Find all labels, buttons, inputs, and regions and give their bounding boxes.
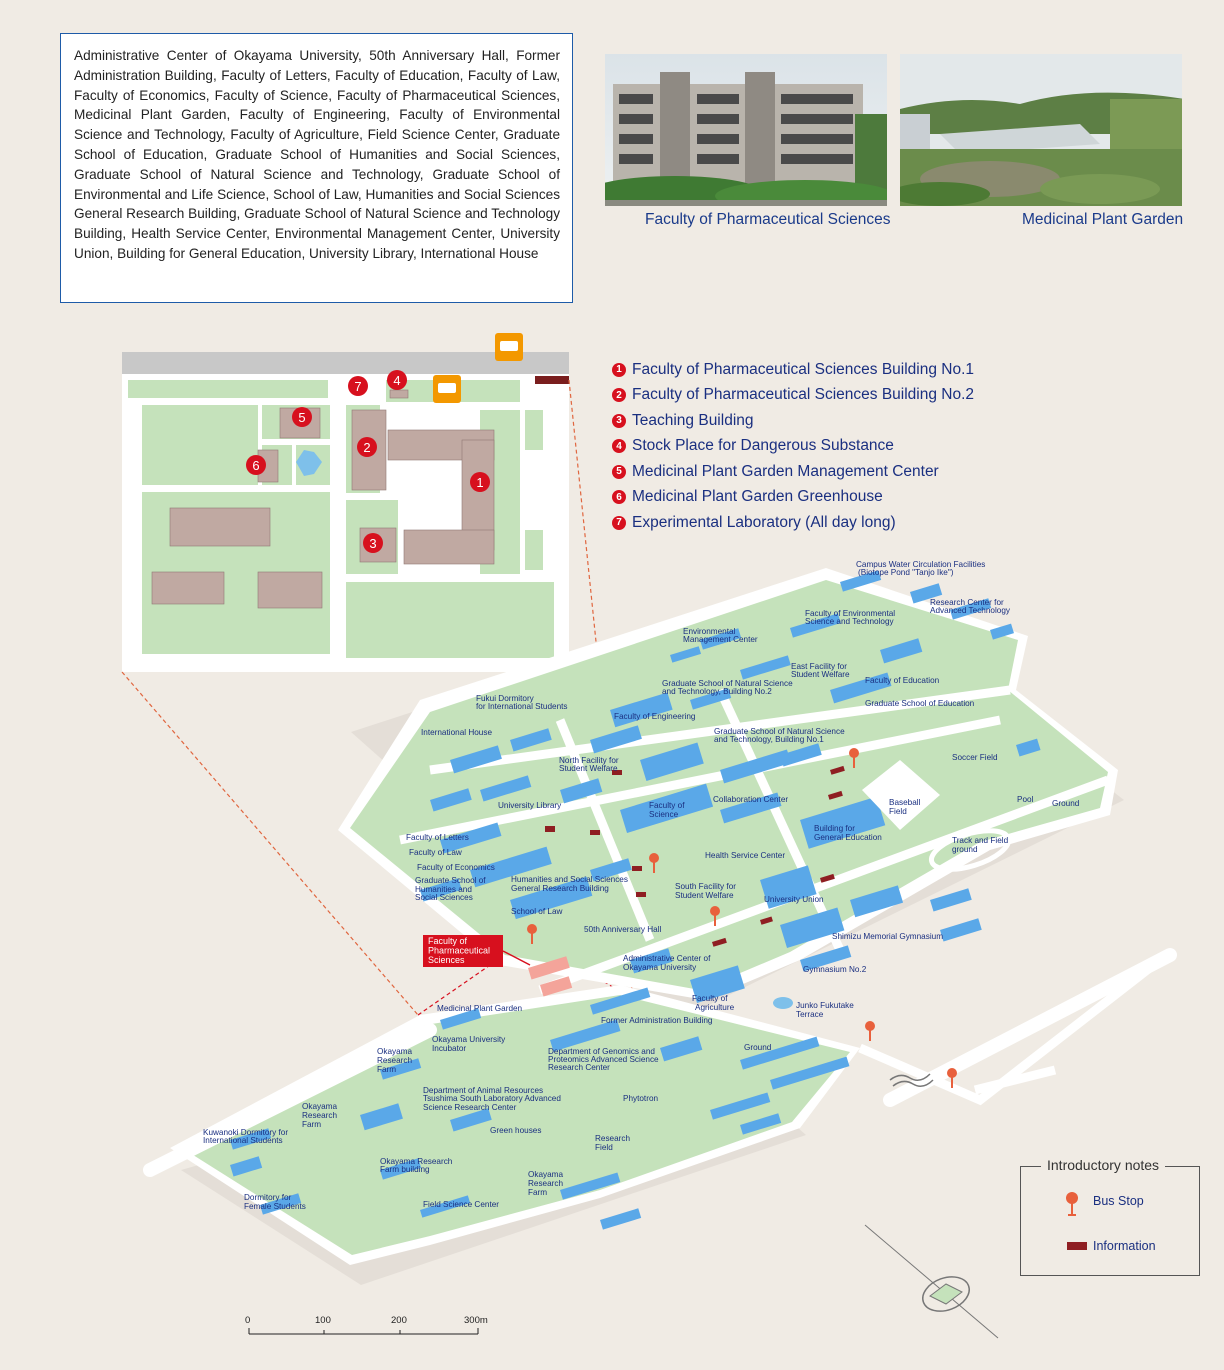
map-label: Faculty of Law [409, 848, 462, 857]
number-badge: 3 [612, 414, 626, 428]
number-badge: 5 [612, 465, 626, 479]
map-label: General Research Building [511, 884, 609, 893]
legend-label: Medicinal Plant Garden Greenhouse [632, 488, 883, 506]
number-badge: 6 [612, 490, 626, 504]
legend-label: Medicinal Plant Garden Management Center [632, 462, 939, 480]
svg-text:3: 3 [369, 536, 377, 551]
map-label: Management Center [683, 635, 758, 644]
map-label: Okayama [302, 1102, 338, 1111]
map-label: Science Research Center [423, 1103, 517, 1112]
map-label: Ground [744, 1043, 772, 1052]
map-label: Student Welfare [559, 764, 618, 773]
map-label: Kuwanoki Dormitory for [203, 1128, 289, 1137]
photo-caption-pharmaceutical: Faculty of Pharmaceutical Sciences [645, 211, 891, 228]
map-label: Okayama [377, 1047, 413, 1056]
callout-line-1: Faculty of Pharmaceutical Sciences [428, 936, 491, 965]
map-label: Humanities and [415, 885, 472, 894]
map-label: Farm [377, 1065, 397, 1074]
scale-tick: 200 [391, 1315, 407, 1326]
map-label: North Facility for [559, 756, 619, 765]
information-marker-icon [1067, 1242, 1087, 1250]
intro-notes-title: Introductory notes [1041, 1157, 1165, 1173]
scale-tick: 100 [315, 1315, 331, 1326]
map-label: Agriculture [695, 1003, 735, 1012]
map-label: and Technology, Building No.2 [662, 687, 772, 696]
map-label: Dormitory for [244, 1193, 292, 1202]
map-label: General Education [814, 833, 882, 842]
number-badge: 4 [612, 439, 626, 453]
map-label: Graduate School of Natural Science [714, 727, 845, 736]
map-label: University Library [498, 801, 562, 810]
map-label: Incubator [432, 1044, 467, 1053]
map-label: Faculty of Education [865, 676, 940, 685]
svg-text:7: 7 [354, 379, 362, 394]
map-label: Student Welfare [791, 670, 850, 679]
map-label: Junko Fukutake [796, 1001, 854, 1010]
map-label: Department of Animal Resources [423, 1086, 544, 1095]
campus-description: Administrative Center of Okayama University, 50th Anniversary Hall, Former Administration Building, Faculty of Letters, Faculty of Education, Faculty of Law, Faculty of Economics, Faculty of Science, Faculty of Pharmaceutical Sciences, Medicinal Plant Garden, Faculty of Engineering, Faculty of Environmental Science and Technology, Faculty of Agriculture, Field Science Center, Graduate School of Education, Graduate School of Humanities and Social Sciences, Graduate School of Natural Science and Technology, Graduate School of Environmental and Life Science, School of Law, Humanities and Social Sciences General Research Building, Graduate School of Natural Science and Technology Building, Health Service Center, Environmental Management Center, University Union, Building for General Education, University Library, International House [60, 33, 573, 303]
number-badge: 1 [612, 363, 626, 377]
map-label: Administrative Center of [623, 954, 711, 963]
map-label: South Facility for [675, 882, 736, 891]
map-label: School of Law [511, 907, 563, 916]
map-label: Faculty of [692, 994, 728, 1003]
map-label: Proteomics Advanced Science [548, 1055, 659, 1064]
map-label: for International Students [476, 702, 568, 711]
introductory-notes [1020, 1157, 1200, 1276]
map-label: Former Administration Building [601, 1016, 713, 1025]
map-label: Collaboration Center [713, 795, 789, 804]
map-label: International House [421, 728, 493, 737]
map-label: Faculty of Environmental [805, 609, 896, 618]
bus-stop-pin-icon [1065, 1191, 1079, 1217]
map-label: International Students [203, 1136, 283, 1145]
map-label: Science and Technology [805, 617, 894, 626]
map-label: Baseball [889, 798, 921, 807]
map-label: Phytotron [623, 1094, 659, 1103]
map-label: Pool [1017, 795, 1034, 804]
map-label: and Technology, Building No.1 [714, 735, 824, 744]
legend-label: Teaching Building [632, 411, 754, 429]
map-label: Medicinal Plant Garden [437, 1004, 523, 1013]
legend-label: Faculty of Pharmaceutical Sciences Building No.2 [632, 386, 975, 404]
map-label: Farm [528, 1188, 548, 1197]
number-badge: 2 [612, 388, 626, 402]
scale-tick: 300m [464, 1315, 488, 1326]
map-label: Research [377, 1056, 413, 1065]
map-label: Research Center for [930, 598, 1004, 607]
map-label: East Facility for [791, 662, 847, 671]
map-label: Social Sciences [415, 893, 473, 902]
map-label: Graduate School of [415, 876, 486, 885]
map-label: Farm building [380, 1165, 430, 1174]
scale-bar [245, 1315, 488, 1334]
map-label: Humanities and Social Sciences [511, 875, 628, 884]
map-label: Department of Genomics and [548, 1047, 655, 1056]
number-badge: 7 [612, 516, 626, 530]
map-label: (Biotope Pond "Tanjo Ike") [858, 568, 954, 577]
map-label: Building for [814, 824, 855, 833]
svg-text:1: 1 [476, 475, 484, 490]
legend-label: Stock Place for Dangerous Substance [632, 437, 894, 455]
map-label: Gymnasium No.2 [803, 965, 867, 974]
map-label: Faculty of Letters [406, 833, 469, 842]
svg-text:6: 6 [252, 458, 260, 473]
map-label: Okayama [528, 1170, 564, 1179]
map-label: Ground [1052, 799, 1080, 808]
legend-label: Faculty of Pharmaceutical Sciences Building No.1 [632, 360, 975, 378]
inset-detail-map [122, 333, 569, 672]
map-label: Fukui Dormitory [476, 694, 534, 703]
legend-label: Experimental Laboratory (All day long) [632, 513, 896, 531]
map-label: Faculty of Economics [417, 863, 495, 872]
map-label: Faculty of Engineering [614, 712, 696, 721]
map-label: Research [595, 1134, 631, 1143]
map-label: Okayama University [432, 1035, 506, 1044]
scale-tick: 0 [245, 1315, 251, 1326]
map-label: Terrace [796, 1010, 824, 1019]
map-label: Environmental [683, 627, 736, 636]
map-label: Farm [302, 1120, 322, 1129]
map-label: ground [952, 845, 978, 854]
map-label: Advanced Technology [930, 606, 1010, 615]
map-label: Track and Field [952, 836, 1009, 845]
map-label: Student Welfare [675, 891, 734, 900]
map-label: 50th Anniversary Hall [584, 925, 662, 934]
map-label: Soccer Field [952, 753, 998, 762]
map-label: Research [302, 1111, 338, 1120]
map-label: Field [595, 1143, 613, 1152]
map-label: Okayama University [623, 963, 697, 972]
map-label: Research [528, 1179, 564, 1188]
intro-bus-stop-label: Bus Stop [1093, 1194, 1144, 1208]
svg-text:2: 2 [363, 440, 371, 455]
map-label: Shimizu Memorial Gymnasium [832, 932, 944, 941]
compass-icon [865, 1225, 998, 1338]
svg-text:5: 5 [298, 410, 306, 425]
map-label: Tsushima South Laboratory Advanced [423, 1094, 561, 1103]
map-label: Health Service Center [705, 851, 786, 860]
svg-text:4: 4 [393, 373, 401, 388]
map-label: Campus Water Circulation Facilities [856, 560, 986, 569]
map-label: University Union [764, 895, 824, 904]
map-label: Field Science Center [423, 1200, 499, 1209]
map-label: Science [649, 810, 679, 819]
photo-caption-garden: Medicinal Plant Garden [1022, 211, 1184, 228]
intro-information-label: Information [1093, 1239, 1156, 1253]
map-label: Field [889, 807, 907, 816]
map-label: Graduate School of Natural Science [662, 679, 793, 688]
map-label: Research Center [548, 1063, 610, 1072]
map-label: Female Students [244, 1202, 306, 1211]
map-label: Green houses [490, 1126, 542, 1135]
map-label: Okayama Research [380, 1157, 453, 1166]
map-label: Graduate School of Education [865, 699, 975, 708]
map-label: Faculty of [649, 801, 685, 810]
